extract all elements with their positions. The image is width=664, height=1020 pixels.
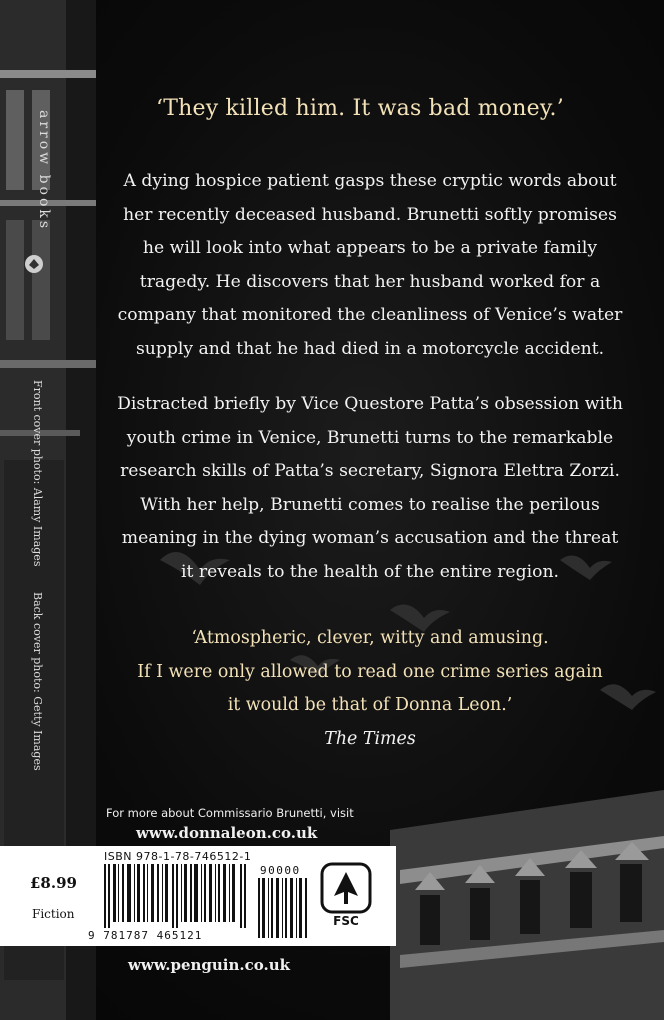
synopsis-line: company that monitored the cleanliness of Venice’s water	[117, 305, 623, 325]
back-cover-credit: Back cover photo: Getty Images	[31, 592, 44, 771]
review-source: The Times	[324, 728, 416, 749]
front-cover-credit: Front cover photo: Alamy Images	[31, 380, 44, 567]
synopsis-line: meaning in the dying woman’s accusation and the threat	[121, 528, 619, 548]
synopsis-paragraph-2	[110, 388, 630, 589]
publisher-spine-label: arrow books	[36, 110, 52, 232]
synopsis-line: he will look into what appears to be a private family	[142, 238, 598, 258]
genre-label: Fiction	[32, 907, 75, 921]
synopsis-line: tragedy. He discovers that her husband worked for a	[139, 271, 601, 292]
fsc-tree-icon	[320, 862, 372, 914]
price-label: £8.99	[30, 874, 77, 892]
fsc-mark	[320, 862, 372, 934]
ean-digits: 9 781787 465121	[88, 929, 203, 942]
more-info-prompt: For more about Commissario Brunetti, visit	[106, 806, 354, 820]
synopsis-line: A dying hospice patient gasps these cryptic words about	[123, 171, 617, 191]
synopsis-line: Distracted briefly by Vice Questore Patta’s obsession with	[117, 394, 623, 414]
synopsis-line: her recently deceased husband. Brunetti softly promises	[123, 204, 617, 225]
synopsis-line: With her help, Brunetti comes to realise the perilous	[140, 494, 600, 515]
addon-barcode	[258, 878, 308, 938]
headline-quote: ‘They killed him. It was bad money.’	[156, 96, 564, 121]
review-quote	[100, 622, 640, 756]
addon-digits: 90000	[260, 864, 301, 877]
review-line: it would be that of Donna Leon.’	[227, 695, 513, 715]
isbn-label: ISBN 978-1-78-746512-1	[104, 850, 252, 863]
publisher-website-link[interactable]: www.penguin.co.uk	[128, 956, 291, 974]
ean-barcode	[104, 864, 250, 928]
synopsis-paragraph-1	[110, 165, 630, 366]
fsc-label: FSC	[333, 914, 359, 928]
synopsis-line: research skills of Patta’s secretary, Signora Elettra Zorzi.	[120, 461, 620, 481]
synopsis-line: it reveals to the health of the entire region.	[181, 561, 559, 582]
author-website-link[interactable]: www.donnaleon.co.uk	[136, 824, 318, 842]
review-line: If I were only allowed to read one crime series again	[137, 661, 603, 682]
synopsis-line: supply and that he had died in a motorcycle accident.	[135, 338, 605, 359]
review-line: ‘Atmospheric, clever, witty and amusing.	[191, 628, 549, 648]
synopsis-line: youth crime in Venice, Brunetti turns to the remarkable	[126, 427, 614, 448]
arrow-logo-icon	[25, 255, 43, 273]
